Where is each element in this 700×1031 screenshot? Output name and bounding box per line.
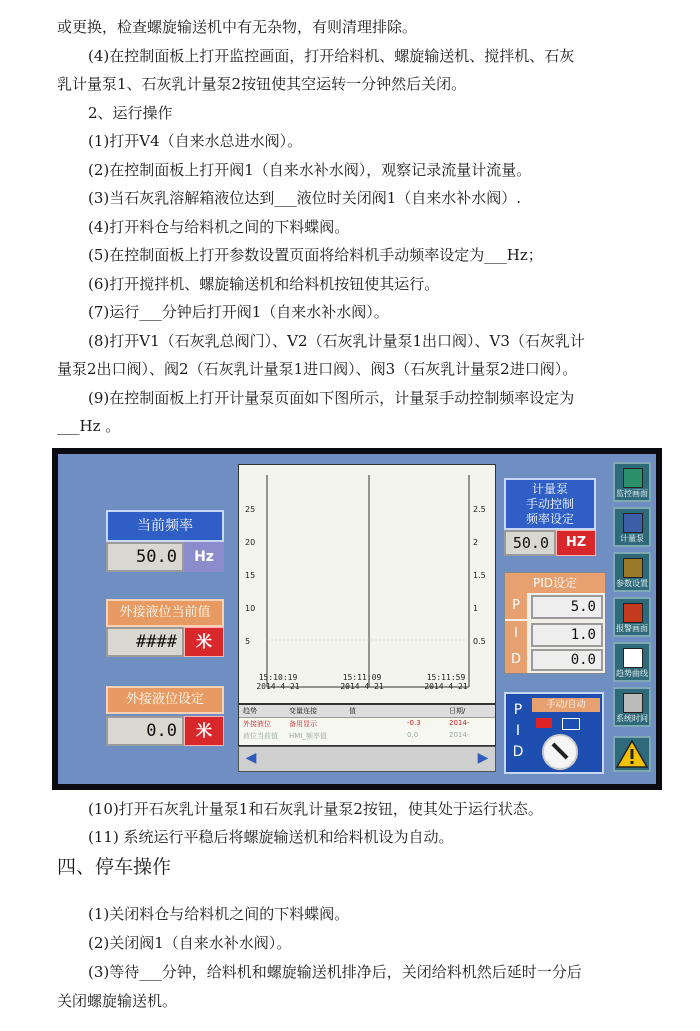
trend-time: 15:11:59: [426, 673, 466, 682]
manual-auto-panel: [504, 692, 604, 774]
current-frequency-label: 当前频率: [106, 510, 224, 542]
clock-icon: [623, 693, 643, 713]
trend-right-tick: 1.5: [473, 571, 486, 580]
nav-button-label: 系统时间: [616, 714, 648, 723]
external-level-set-label: 外接液位设定: [106, 686, 224, 714]
nav-button-settings[interactable]: [613, 552, 651, 592]
pump-frequency-value[interactable]: 50.0: [504, 530, 556, 556]
auto-indicator: [562, 718, 580, 730]
nav-button-pump[interactable]: [613, 507, 651, 547]
nav-button-label: 计量泵: [620, 534, 644, 543]
nav-button-label: 参数设置: [616, 579, 648, 588]
hmi-screen: [58, 454, 656, 784]
pump-label-line-3: 频率设定: [525, 512, 574, 526]
pid-title: PID设定: [505, 573, 605, 593]
pid-i-label: I: [505, 621, 527, 647]
pid-i-value[interactable]: 1.0: [531, 623, 603, 647]
event-cell: 0.0: [407, 731, 419, 739]
event-row[interactable]: [239, 730, 495, 742]
scroll-right-icon[interactable]: ▶: [477, 750, 489, 766]
text-line: (7)运行___分钟后打开阀1（自来水补水阀）。: [88, 303, 389, 321]
nav-button-alarm[interactable]: [613, 597, 651, 637]
pid-d-label: D: [505, 647, 527, 673]
manual-indicator: [536, 718, 552, 728]
pump-frequency-unit: HZ: [556, 530, 596, 556]
event-cell: 备用显示: [289, 720, 317, 728]
trend-time-label: [243, 673, 313, 691]
text-line: (1)打开V4（自来水总进水阀）。: [88, 132, 303, 150]
trend-chart: [238, 464, 496, 704]
trend-date: 2014-4-21: [340, 682, 384, 691]
trend-time-label: [411, 673, 481, 691]
text-line: 2、运行操作: [88, 103, 173, 122]
alarm-icon: [623, 603, 643, 623]
section-heading-stop: 四、停车操作: [57, 856, 172, 878]
external-level-set-unit: 米: [184, 716, 224, 746]
nav-button-trend[interactable]: [613, 642, 651, 682]
current-frequency-value: 50.0: [106, 542, 184, 572]
trend-left-tick: 10: [245, 604, 256, 613]
nav-button-clock[interactable]: [613, 687, 651, 727]
text-line: (3)等待___分钟，给料机和螺旋输送机排净后，关闭给料机然后延时一分后: [88, 963, 582, 981]
event-cell: 液位当前值: [243, 732, 278, 740]
event-table: [238, 704, 496, 746]
nav-button-label: 趋势曲线: [616, 669, 648, 678]
settings-icon: [623, 558, 643, 578]
event-table-header: [239, 705, 495, 718]
pid-settings-panel: [504, 572, 606, 674]
event-cell: 2014-: [449, 731, 470, 739]
trend-date: 2014-4-21: [256, 682, 300, 691]
event-header-cell: 变量连接: [289, 707, 317, 715]
text-line: (1)关闭料仓与给料机之间的下料蝶阀。: [88, 905, 350, 923]
trend-time-label: [327, 673, 397, 691]
pump-label-line-2: 手动控制: [525, 497, 574, 511]
nav-button-monitor[interactable]: [613, 462, 651, 502]
nav-button-label: 监控画面: [616, 489, 648, 498]
text-line: 或更换，检查螺旋输送机中有无杂物，有则清理排除。: [57, 18, 418, 36]
trend-left-tick: 25: [245, 505, 256, 514]
text-line: (2)在控制面板上打开阀1（自来水补水阀），观察记录流量计流量。: [88, 160, 532, 179]
pump-icon: [623, 513, 643, 533]
event-cell: -0.3: [407, 719, 421, 727]
text-line: (6)打开搅拌机、螺旋输送机和给料机按钮使其运行。: [88, 274, 440, 293]
current-frequency-unit: Hz: [184, 542, 224, 572]
trend-right-tick: 2: [473, 538, 479, 547]
event-cell: 2014-: [449, 719, 470, 727]
external-level-value: ####: [106, 627, 184, 657]
pid-p-value[interactable]: 5.0: [531, 595, 603, 619]
manual-auto-switch-icon[interactable]: [542, 734, 578, 770]
trend-left-tick: 5: [245, 637, 251, 646]
text-line: ___Hz 。: [57, 417, 121, 435]
pid-vertical-label: P I D: [512, 702, 524, 760]
text-line: 乳计量泵1、石灰乳计量泵2按钮使其空运转一分钟然后关闭。: [57, 75, 467, 93]
text-line: (8)打开V1（石灰乳总阀门）、V2（石灰乳计量泵1出口阀）、V3（石灰乳计: [88, 331, 585, 350]
text-line: 关闭螺旋输送机。: [57, 992, 178, 1010]
event-cell: HMI_频率值: [289, 732, 327, 740]
pid-d-value[interactable]: 0.0: [531, 649, 603, 671]
warning-button[interactable]: [613, 736, 651, 772]
external-level-set-value[interactable]: 0.0: [106, 716, 184, 746]
text-line: (11) 系统运行平稳后将螺旋输送机和给料机设为自动。: [88, 828, 454, 846]
event-cell: 外接液位: [243, 720, 271, 728]
warning-icon: [615, 738, 649, 770]
pump-manual-frequency-label: [504, 478, 596, 530]
nav-button-label: 报警画面: [616, 624, 648, 633]
trend-chart-svg: [239, 465, 495, 703]
text-line: (4)打开料仓与给料机之间的下料蝶阀。: [88, 217, 350, 236]
event-row[interactable]: [239, 718, 495, 730]
text-line: (2)关闭阀1（自来水补水阀）。: [88, 934, 292, 952]
manual-auto-label: 手动/自动: [532, 698, 600, 712]
trend-right-tick: 1: [473, 604, 479, 613]
trend-time: 15:11:09: [342, 673, 382, 682]
trend-time: 15:10:19: [258, 673, 298, 682]
text-line: (5)在控制面板上打开参数设置页面将给料机手动频率设定为___Hz；: [88, 246, 543, 264]
trend-right-tick: 2.5: [473, 505, 486, 514]
pump-label-line-1: 计量泵: [531, 482, 568, 496]
trend-left-tick: 20: [245, 538, 256, 547]
monitor-icon: [623, 468, 643, 488]
scroll-left-icon[interactable]: ◀: [245, 750, 257, 766]
trend-right-tick: 0.5: [473, 637, 486, 646]
trend-scrollbar[interactable]: [238, 746, 496, 772]
external-level-unit: 米: [184, 627, 224, 657]
text-line: (10)打开石灰乳计量泵1和石灰乳计量泵2按钮，使其处于运行状态。: [88, 800, 543, 818]
trend-icon: [623, 648, 643, 668]
event-header-cell: 日期/: [449, 707, 466, 715]
event-header-cell: 值: [349, 707, 356, 715]
text-line: (4)在控制面板上打开监控画面，打开给料机、螺旋输送机、搅拌机、石灰: [88, 46, 575, 65]
text-line: (9)在控制面板上打开计量泵页面如下图所示，计量泵手动控制频率设定为: [88, 388, 575, 407]
trend-date: 2014-4-21: [424, 682, 468, 691]
text-line: (3)当石灰乳溶解箱液位达到___液位时关闭阀1（自来水补水阀）.: [88, 189, 522, 207]
hmi-screenshot: [52, 448, 662, 790]
pid-p-label: P: [505, 593, 527, 619]
text-line: 量泵2出口阀）、阀2（石灰乳计量泵1进口阀）、阀3（石灰乳计量泵2进口阀）。: [57, 360, 578, 378]
trend-left-tick: 15: [245, 571, 256, 580]
event-header-cell: 趋势: [243, 707, 257, 715]
external-level-label: 外接液位当前值: [106, 599, 224, 627]
